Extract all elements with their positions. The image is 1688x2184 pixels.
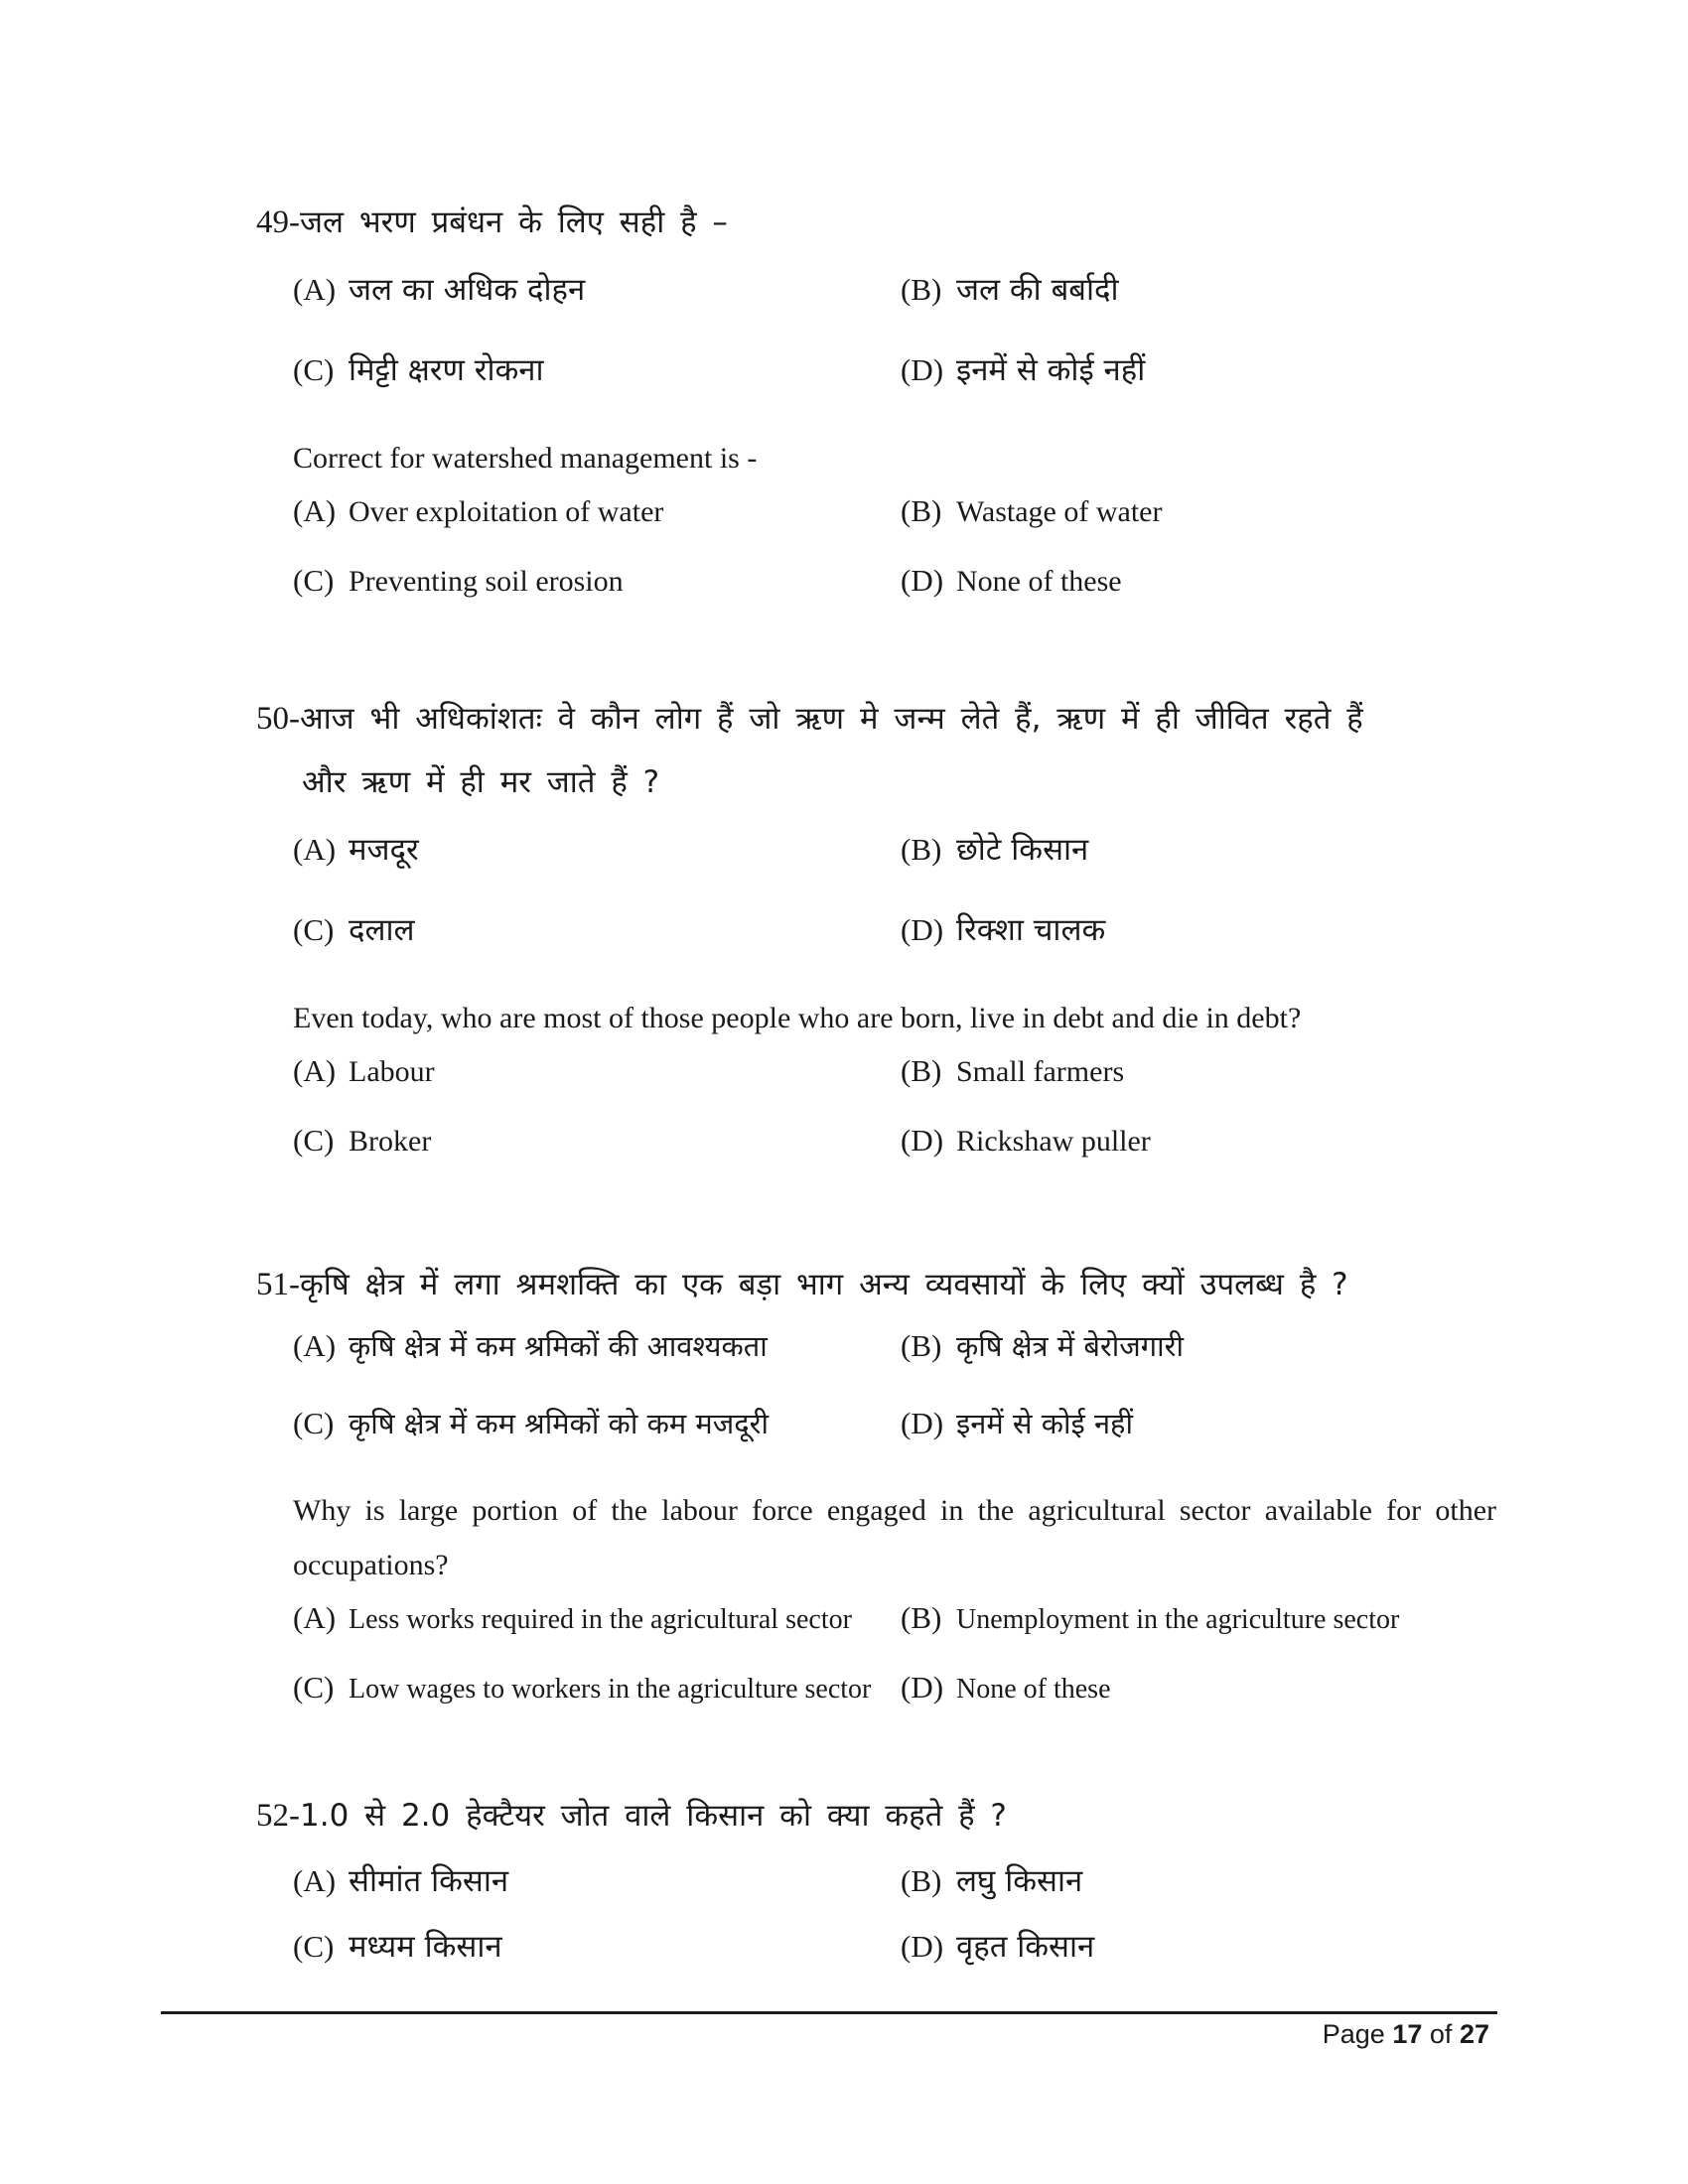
option-text: None of these xyxy=(956,565,1122,598)
option-c xyxy=(293,908,415,950)
options-row xyxy=(293,828,1497,908)
question-text-line-2: और ऋण में ही मर जाते हैं ? xyxy=(302,764,660,800)
option-text: मजदूर xyxy=(349,832,419,868)
option-label: (A) xyxy=(293,493,337,528)
options-row xyxy=(293,1925,1497,1990)
option-label: (B) xyxy=(901,272,942,307)
option-text: Broker xyxy=(349,1125,432,1158)
options-row xyxy=(293,1326,1497,1404)
option-label: (A) xyxy=(293,1863,337,1898)
option-a-english xyxy=(293,1053,435,1089)
options-row-english xyxy=(293,1600,1497,1670)
option-label: (B) xyxy=(901,1600,942,1635)
options-row xyxy=(293,268,1497,348)
total-pages-number: 27 xyxy=(1459,2019,1489,2049)
options-row-english xyxy=(293,493,1497,563)
option-label: (C) xyxy=(293,912,335,947)
option-label: (A) xyxy=(293,1053,337,1088)
option-text: Low wages to workers in the agriculture sector xyxy=(349,1674,872,1705)
option-a xyxy=(293,1859,508,1901)
option-a-english xyxy=(293,1600,852,1636)
question-text-line-1: आज भी अधिकांशतः वे कौन लोग हैं जो ऋण मे जन्म लेते हैं, ऋण में ही जीवित रहते हैं xyxy=(300,701,1363,737)
question-stem-english: Why is large portion of the labour force engaged in the agricultural sector available for other occupations? xyxy=(293,1494,1496,1581)
option-b xyxy=(901,828,1088,870)
option-label: (B) xyxy=(901,493,942,528)
option-a xyxy=(293,828,419,870)
option-c xyxy=(293,1925,502,1967)
option-label: (D) xyxy=(901,1123,944,1158)
option-label: (B) xyxy=(901,832,942,867)
options-row xyxy=(293,348,1497,429)
question-text: कृषि क्षेत्र में लगा श्रमशक्ति का एक बड़ा भाग अन्य व्यवसायों के लिए क्यों उपलब्ध है ? xyxy=(300,1267,1348,1302)
option-label: (D) xyxy=(901,563,944,598)
option-label: (A) xyxy=(293,1328,337,1363)
option-text: जल की बर्बादी xyxy=(956,272,1119,308)
question-stem-english: Even today, who are most of those people who are born, live in debt and die in debt? xyxy=(293,1002,1302,1034)
option-label: (B) xyxy=(901,1863,942,1898)
option-c-english xyxy=(293,1670,871,1706)
option-label: (D) xyxy=(901,1929,944,1964)
question-number: 50- xyxy=(256,701,300,737)
option-label: (A) xyxy=(293,1600,337,1635)
option-text: मिट्टी क्षरण रोकना xyxy=(349,352,544,388)
option-a xyxy=(293,1326,768,1365)
option-text: Rickshaw puller xyxy=(956,1125,1151,1158)
option-label: (A) xyxy=(293,272,337,307)
option-text: छोटे किसान xyxy=(956,832,1089,868)
option-c xyxy=(293,1404,769,1442)
option-text: वृहत किसान xyxy=(956,1929,1095,1965)
options-row-english xyxy=(293,1123,1497,1192)
question-50 xyxy=(256,687,1497,1192)
option-text: जल का अधिक दोहन xyxy=(349,272,586,308)
option-label: (B) xyxy=(901,1053,942,1088)
option-label: (D) xyxy=(901,912,944,947)
option-text: Small farmers xyxy=(956,1055,1125,1088)
option-label: (C) xyxy=(293,352,335,387)
option-text: इनमें से कोई नहीं xyxy=(956,352,1146,388)
question-49 xyxy=(256,191,1497,632)
option-label: (C) xyxy=(293,1123,335,1158)
option-d xyxy=(901,1404,1133,1442)
option-text: इनमें से कोई नहीं xyxy=(956,1407,1133,1440)
question-stem-hindi xyxy=(256,1784,1497,1847)
option-label: (D) xyxy=(901,1670,944,1705)
option-b xyxy=(901,1859,1082,1901)
option-b-english xyxy=(901,1053,1124,1089)
option-a xyxy=(293,268,585,310)
current-page-number: 17 xyxy=(1392,2019,1423,2049)
option-b xyxy=(901,268,1119,310)
option-b xyxy=(901,1326,1184,1365)
option-text: सीमांत किसान xyxy=(349,1863,509,1899)
options-row xyxy=(293,1859,1497,1925)
footer-divider xyxy=(161,2011,1497,2014)
question-stem-hindi xyxy=(256,687,1497,814)
option-label: (A) xyxy=(293,832,337,867)
option-d-english xyxy=(901,1123,1151,1159)
question-number: 51- xyxy=(256,1267,300,1302)
option-d xyxy=(901,908,1105,950)
option-text: लघु किसान xyxy=(956,1863,1083,1899)
option-a-english xyxy=(293,493,663,529)
option-text: Preventing soil erosion xyxy=(349,565,624,598)
option-text: रिक्शा चालक xyxy=(956,912,1106,948)
option-text: मध्यम किसान xyxy=(349,1929,502,1965)
options-row-english xyxy=(293,563,1497,632)
question-51 xyxy=(256,1253,1497,1739)
option-c-english xyxy=(293,1123,431,1159)
question-stem-hindi xyxy=(256,1253,1497,1316)
options-row xyxy=(293,908,1497,989)
question-number: 49- xyxy=(256,205,300,240)
option-d-english xyxy=(901,563,1122,599)
options-row-english xyxy=(293,1670,1497,1739)
option-label: (C) xyxy=(293,563,335,598)
option-label: (C) xyxy=(293,1929,335,1964)
option-d xyxy=(901,348,1145,390)
question-stem-hindi xyxy=(256,191,1497,254)
option-text: Labour xyxy=(349,1055,435,1088)
question-stem-english: Correct for watershed management is - xyxy=(293,442,758,475)
question-text: जल भरण प्रबंधन के लिए सही है – xyxy=(300,205,728,240)
options-row-english xyxy=(293,1053,1497,1123)
question-text: 1.0 से 2.0 हेक्टैयर जोत वाले किसान को क्या कहते हैं ? xyxy=(300,1798,1007,1834)
of-word: of xyxy=(1429,2019,1453,2049)
option-label: (B) xyxy=(901,1328,942,1363)
option-text: कृषि क्षेत्र में कम श्रमिकों को कम मजदूरी xyxy=(349,1407,770,1440)
page-footer xyxy=(1323,2019,1489,2050)
question-number: 52- xyxy=(256,1798,300,1834)
options-row xyxy=(293,1404,1497,1481)
option-text: कृषि क्षेत्र में कम श्रमिकों की आवश्यकता xyxy=(349,1329,768,1363)
option-text: Less works required in the agricultural sector xyxy=(349,1604,852,1635)
option-b-english xyxy=(901,1600,1399,1636)
option-text: Unemployment in the agriculture sector xyxy=(956,1604,1400,1635)
option-label: (C) xyxy=(293,1670,335,1705)
option-label: (C) xyxy=(293,1406,335,1440)
option-c-english xyxy=(293,563,624,599)
option-text: Over exploitation of water xyxy=(349,495,664,528)
option-d-english xyxy=(901,1670,1111,1706)
page-word: Page xyxy=(1322,2019,1385,2049)
option-b-english xyxy=(901,493,1162,529)
option-text: दलाल xyxy=(349,912,415,948)
question-52 xyxy=(256,1784,1497,1990)
option-c xyxy=(293,348,544,390)
option-text: Wastage of water xyxy=(956,495,1163,528)
option-label: (D) xyxy=(901,1406,944,1440)
option-label: (D) xyxy=(901,352,944,387)
option-d xyxy=(901,1925,1094,1967)
option-text: None of these xyxy=(956,1674,1111,1705)
option-text: कृषि क्षेत्र में बेरोजगारी xyxy=(956,1329,1185,1363)
